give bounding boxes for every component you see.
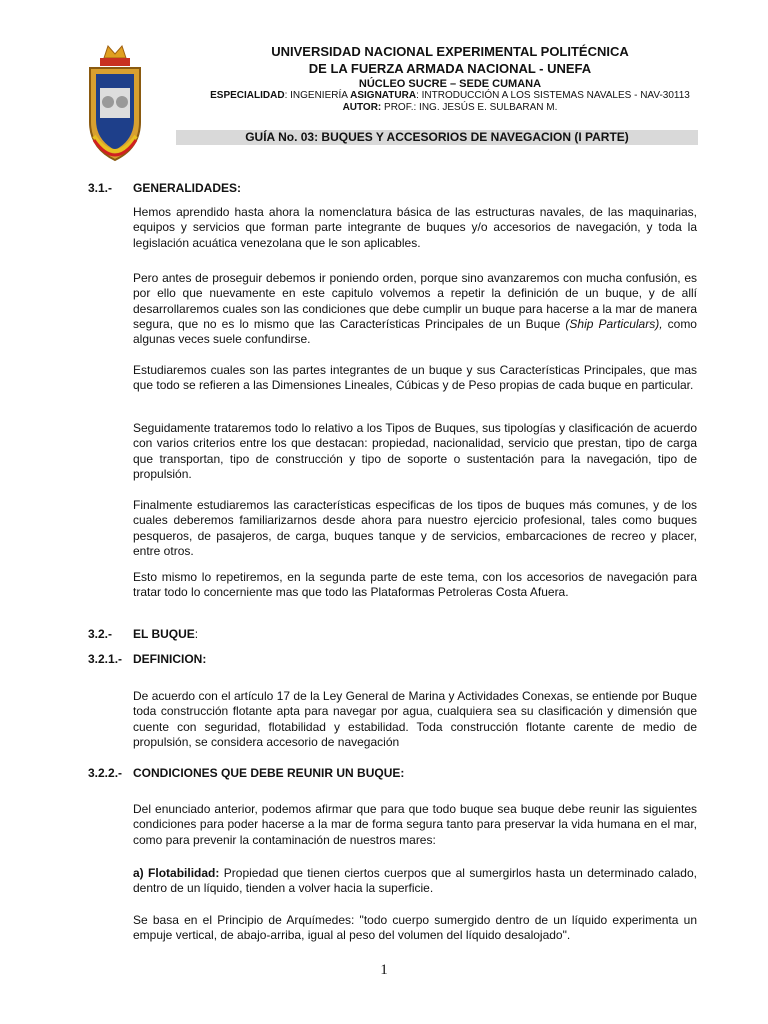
university-name-line2: DE LA FUERZA ARMADA NACIONAL - UNEFA [308,61,592,76]
course-info [170,90,730,101]
asignatura-value: : INTRODUCCIÓN A LOS SISTEMAS NAVALES - NAV-30113 [416,90,690,101]
university-name: UNIVERSIDAD NACIONAL EXPERIMENTAL POLITÉCNICA [271,44,629,59]
autor-label: AUTOR: [342,102,382,113]
especialidad-value: : INGENIERÍA [284,90,351,101]
campus-name: NÚCLEO SUCRE – SEDE CUMANA [358,78,542,90]
paragraph [133,866,697,897]
paragraph: Se basa en el Principio de Arquímedes: "todo cuerpo sumergido dentro de un líquido experimenta un empuje vertical, de abajo-arriba, igual al peso del volumen del líquido desalojado". [133,913,697,943]
paragraph: Finalmente estudiaremos las características especificas de los tipos de buques más comunes, y de los cuales deberemos familiarizarnos desde ahora para nuestro ejercicio profesional, tales como buques pesqueros, de pasajeros, de carga, buques tanque y de servicios, embarcaciones de recreo y placer, entre otros. [133,498,697,558]
heading-text: EL BUQUE [133,627,195,641]
text: Pero antes de proseguir debemos ir poniendo orden, porque sino avanzaremos con mucha confusión, es por ello que nuevamente en este capitulo volvemos a repetir la definición de un buque, y de allí desarrollaremos cuales son las condiciones que debe cumplir un buque para hacerse a la mar de manera segura, que no es lo mismo que las Características Principales de un Buque [133,271,697,331]
paragraph: De acuerdo con el artículo 17 de la Ley General de Marina y Actividades Conexas, se entiende por Buque toda construcción flotante apta para navegar por agua, cualquiera sea su clasificación y dimensión que cuente con seguridad, flotabilidad y estabilidad. Toda construcción flotante carente de medio de propulsión, se considera accesorio de navegación [133,689,697,749]
paragraph: Estudiaremos cuales son las partes integrantes de un buque y sus Características Principales, que mas que todo se refieren a las Dimensiones Lineales, Cúbicas y de Peso propias de cada buque en particular. [133,363,697,393]
text: como algunas veces suele confundirse. [133,316,697,347]
asignatura-label: ASIGNATURA [350,90,417,101]
paragraph: Hemos aprendido hasta ahora la nomenclatura básica de las estructuras navales, de las maquinarias, equipos y servicios que forman parte integrante de buques y/o accesorios de navegación, y toda la legislación acuática venezolana que le son aplicables. [133,205,697,250]
autor-value: PROF.: ING. JESÚS E. SULBARAN M. [381,102,558,113]
section-heading: CONDICIONES QUE DEBE REUNIR UN BUQUE: [133,766,405,780]
author-info [170,102,730,113]
text: Propiedad que tienen ciertos cuerpos que al sumergirlos hasta un determinado calado, dentro de un líquido, tienden a volver hacia la superficie. [133,866,697,896]
university-crest-logo [86,44,144,168]
heading-colon: : [194,627,199,641]
paragraph: Seguidamente trataremos todo lo relativo a los Tipos de Buques, sus tipologías y clasificación de acuerdo con varios criterios entre los que destacan: propiedad, nacionalidad, servicio que prestan, tipo de carga que transportan, tipo de construcción y tipo de soporte o sustentación para la navegación, tipo de propulsión. [133,421,697,481]
section-number: 3.1.- [88,181,113,195]
paragraph [133,271,697,347]
section-heading: DEFINICION: [133,652,207,666]
section-heading [133,627,198,641]
term-label: a) Flotabilidad: [133,866,220,880]
especialidad-label: ESPECIALIDAD [210,90,285,101]
section-heading: GENERALIDADES: [133,181,242,195]
page-number: 1 [380,962,388,978]
section-number: 3.2.1.- [88,652,123,666]
guide-title: GUÍA No. 03: BUQUES Y ACCESORIOS DE NAVEGACION (I PARTE) [176,130,698,145]
paragraph: Del enunciado anterior, podemos afirmar que para que todo buque sea buque debe reunir las siguientes condiciones para poder hacerse a la mar de forma segura tanto para preservar la vida humana en el mar, como para prevenir la contaminación de nuestros mares: [133,802,697,847]
paragraph: Esto mismo lo repetiremos, en la segunda parte de este tema, con los accesorios de navegación para tratar todo lo concerniente mas que todo las Plataformas Petroleras Costa Afuera. [133,570,697,600]
section-number: 3.2.- [88,627,113,641]
italic-text: (Ship Particulars), [565,316,663,331]
section-number: 3.2.2.- [88,766,123,780]
